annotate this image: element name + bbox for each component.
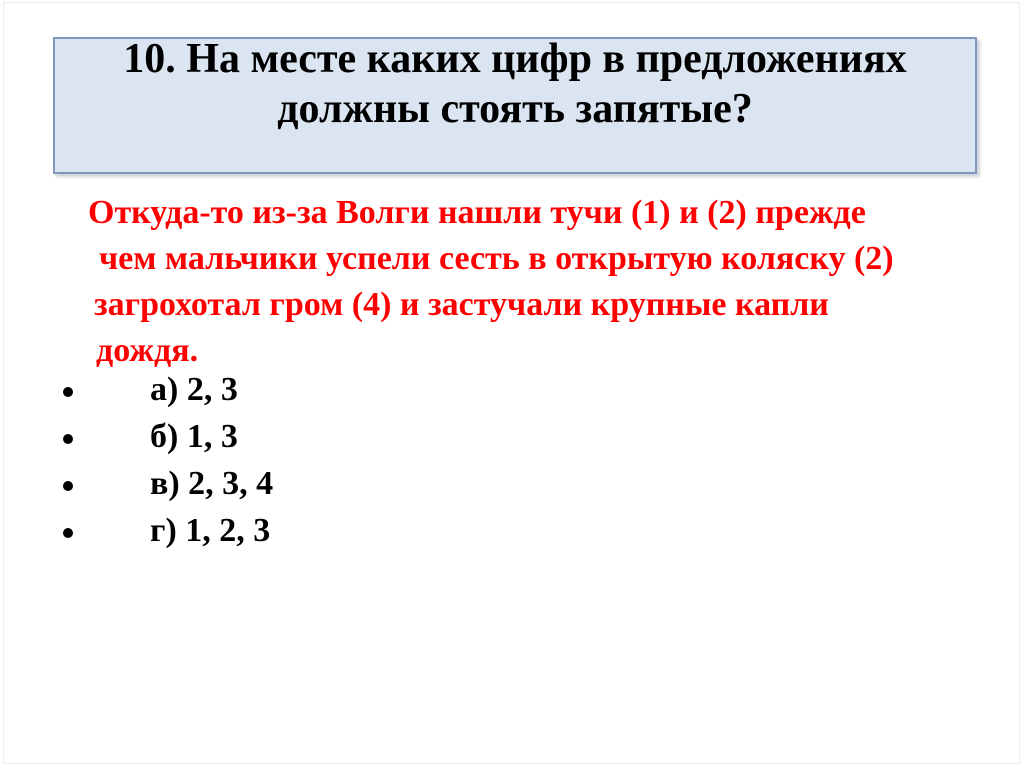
question-title-line2: должны стоять запятые? (277, 86, 753, 132)
option-item-b (0, 413, 1024, 460)
question-header-box (53, 37, 977, 174)
options-list (0, 366, 1024, 554)
bullet-icon (63, 434, 73, 444)
passage-line: Откуда-то из-за Волги нашли тучи (1) и (2) прежде (88, 194, 866, 231)
bullet-icon (63, 528, 73, 538)
passage-line: чем мальчики успели сесть в открытую коляску (2) (99, 240, 894, 277)
question-title-line1: 10. На месте каких цифр в предложениях (123, 36, 907, 82)
option-item-a (0, 366, 1024, 413)
passage-line: дождя. (96, 332, 199, 369)
option-label: в) 2, 3, 4 (150, 465, 274, 502)
bullet-icon (63, 387, 73, 397)
option-label: б) 1, 3 (150, 418, 238, 455)
question-title (55, 34, 975, 134)
option-label: а) 2, 3 (150, 371, 238, 408)
bullet-icon (63, 481, 73, 491)
option-item-v (0, 460, 1024, 507)
passage-text (88, 190, 988, 374)
option-label: г) 1, 2, 3 (150, 512, 271, 549)
passage-line: загрохотал гром (4) и застучали крупные капли (94, 286, 829, 323)
option-item-g (0, 507, 1024, 554)
